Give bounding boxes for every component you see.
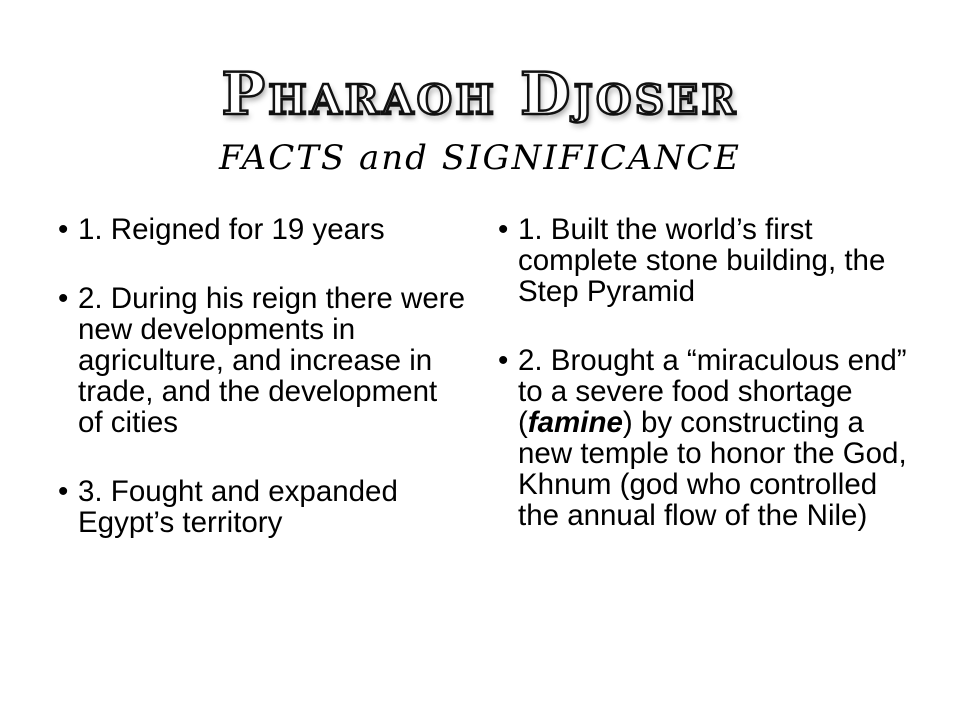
bullet-icon: • — [58, 475, 69, 508]
bullet-icon: • — [58, 213, 69, 246]
left-bullet-list — [58, 214, 468, 576]
slide-subtitle: FACTS and SIGNIFICANCE — [219, 138, 741, 178]
list-item-text — [518, 345, 918, 531]
list-item-text: 1. Built the world’s first complete stone building, the Step Pyramid — [518, 213, 886, 308]
slide-title: Pharaoh Djoser — [221, 60, 739, 128]
bullet-icon: • — [498, 213, 509, 246]
list-item — [58, 214, 468, 245]
list-item — [58, 283, 468, 438]
list-item — [58, 476, 468, 538]
right-bullet-list — [498, 214, 918, 569]
emphasized-term: famine — [527, 406, 623, 439]
list-item-text: 1. Reigned for 19 years — [78, 213, 385, 246]
list-item — [498, 214, 918, 307]
bullet-icon: • — [498, 344, 509, 377]
text-segment: ) by constructing a new temple to honor the God, Khnum (god who controlled the annual flow of the Nile) — [518, 406, 907, 532]
text-segment: 2. Brought a “miraculous end” to a severe food shortage ( — [518, 344, 907, 439]
list-item-text: 3. Fought and expanded Egypt’s territory — [78, 475, 398, 539]
list-item — [498, 345, 918, 531]
list-item-text: 2. During his reign there were new developments in agriculture, and increase in trade, and the development of cities — [78, 282, 465, 439]
bullet-icon: • — [58, 282, 69, 315]
